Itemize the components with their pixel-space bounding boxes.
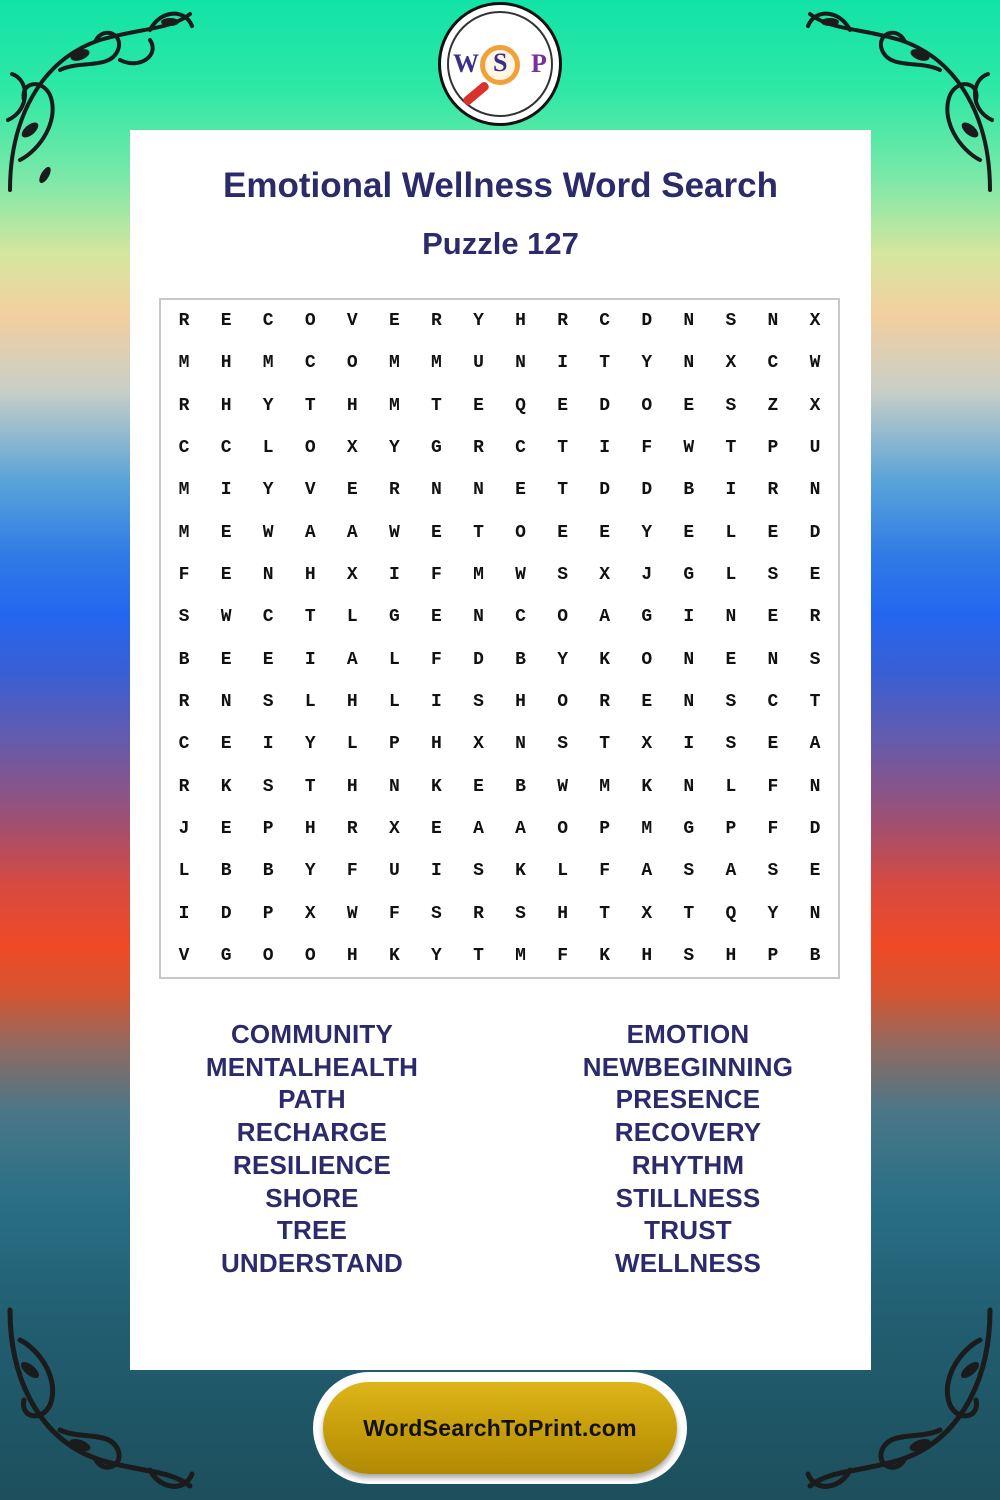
grid-cell: R [473, 903, 484, 924]
grid-cell: C [304, 353, 316, 374]
grid-cell: E [641, 691, 653, 712]
grid-cell: L [262, 438, 274, 459]
grid-cell: V [346, 311, 358, 332]
grid-cell: N [473, 607, 484, 628]
grid-cell: I [431, 691, 442, 712]
grid-cell: F [388, 903, 400, 924]
grid-cell: M [388, 395, 400, 416]
grid-cell: U [388, 861, 400, 882]
grid-cell: X [346, 438, 358, 459]
grid-cell: R [809, 607, 821, 628]
grid-cell: Y [262, 395, 274, 416]
grid-cell: W [262, 522, 274, 543]
grid-cell: I [262, 734, 274, 755]
word-list-item: MENTALHEALTH [205, 1051, 419, 1082]
grid-cell: T [304, 776, 316, 797]
grid-cell: R [431, 311, 442, 332]
logo-letter-w: W [453, 49, 479, 78]
grid-cell: B [809, 945, 821, 966]
grid-cell: G [388, 607, 400, 628]
grid-cell: R [388, 480, 400, 501]
grid-cell: H [557, 903, 568, 924]
grid-cell: C [178, 438, 190, 459]
grid-cell: O [262, 945, 274, 966]
grid-cell: D [809, 818, 821, 839]
grid-cell: S [473, 691, 484, 712]
grid-cell: E [431, 522, 442, 543]
grid-cell: L [346, 734, 358, 755]
grid-cell: S [431, 903, 442, 924]
grid-cell: C [178, 734, 190, 755]
grid-cell: H [725, 945, 737, 966]
grid-cell: D [641, 480, 653, 501]
grid-cell: B [515, 776, 526, 797]
grid-cell: D [641, 311, 653, 332]
word-list-item: TRUST [644, 1215, 732, 1246]
grid-cell: E [473, 776, 484, 797]
grid-cell: E [262, 649, 274, 670]
grid-cell: M [178, 522, 190, 543]
grid-cell: E [515, 480, 526, 501]
grid-cell: L [388, 649, 400, 670]
grid-cell: N [431, 480, 442, 501]
grid-cell: R [557, 311, 568, 332]
grid-cell: N [809, 480, 821, 501]
grid-cell: X [725, 353, 737, 374]
grid-cell: H [641, 945, 653, 966]
grid-cell: K [599, 945, 611, 966]
grid-cell: X [809, 311, 821, 332]
grid-cell: E [767, 522, 779, 543]
word-list-item: NEWBEGINNING [582, 1051, 794, 1082]
grid-cell: S [725, 395, 737, 416]
word-list-item: TREE [276, 1215, 348, 1246]
grid-cell: T [473, 522, 484, 543]
grid-cell: M [388, 353, 400, 374]
grid-cell: R [473, 438, 484, 459]
grid-cell: G [683, 565, 695, 586]
grid-cell: Y [767, 903, 779, 924]
grid-cell: D [220, 903, 232, 924]
grid-cell: E [473, 395, 484, 416]
grid-cell: T [304, 607, 316, 628]
word-list-item: RECOVERY [614, 1117, 762, 1148]
grid-cell: S [473, 861, 484, 882]
grid-cell: X [599, 565, 611, 586]
grid-cell: N [767, 649, 779, 670]
grid-cell: O [557, 691, 568, 712]
grid-cell: F [431, 565, 442, 586]
grid-cell: C [599, 311, 611, 332]
grid-cell: R [599, 691, 611, 712]
grid-cell: M [262, 353, 274, 374]
grid-cell: O [641, 649, 653, 670]
grid-cell: L [178, 861, 190, 882]
grid-cell: M [178, 353, 190, 374]
grid-cell: X [388, 818, 400, 839]
grid-cell: U [809, 438, 821, 459]
grid-cell: S [683, 861, 695, 882]
grid-cell: T [304, 395, 316, 416]
grid-cell: C [262, 607, 274, 628]
grid-cell: E [346, 480, 358, 501]
grid-cell: N [262, 565, 274, 586]
grid-cell: J [641, 565, 653, 586]
grid-cell: I [388, 565, 400, 586]
grid-cell: B [220, 861, 232, 882]
grid-cell: K [220, 776, 232, 797]
grid-cell: K [641, 776, 653, 797]
grid-cell: R [767, 480, 779, 501]
grid-cell: E [767, 607, 779, 628]
grid-cell: L [725, 776, 737, 797]
grid-cell: N [809, 776, 821, 797]
word-list-item: UNDERSTAND [220, 1247, 404, 1278]
grid-cell: P [767, 945, 779, 966]
letter-grid [159, 298, 840, 979]
grid-cell: O [346, 353, 358, 374]
grid-cell: C [767, 353, 779, 374]
grid-cell: K [599, 649, 611, 670]
grid-cell: V [178, 945, 190, 966]
grid-cell: R [178, 395, 190, 416]
grid-cell: F [767, 776, 779, 797]
grid-cell: F [767, 818, 779, 839]
grid-cell: J [178, 818, 190, 839]
grid-cell: I [304, 649, 316, 670]
wsp-logo [438, 2, 562, 126]
grid-cell: N [767, 311, 779, 332]
grid-cell: A [641, 861, 653, 882]
grid-cell: K [431, 776, 442, 797]
word-list-item: WELLNESS [614, 1247, 762, 1278]
grid-cell: X [641, 903, 653, 924]
grid-cell: P [388, 734, 400, 755]
grid-cell: E [767, 734, 779, 755]
grid-cell: T [725, 438, 737, 459]
site-link[interactable]: WordSearchToPrint.com [363, 1414, 637, 1441]
grid-cell: E [557, 395, 568, 416]
grid-cell: N [473, 480, 484, 501]
grid-cell: G [431, 438, 442, 459]
footer-banner[interactable] [323, 1382, 677, 1474]
grid-cell: M [178, 480, 190, 501]
grid-cell: C [767, 691, 779, 712]
grid-cell: Y [304, 734, 316, 755]
grid-cell: S [725, 311, 737, 332]
grid-cell: H [346, 776, 358, 797]
grid-cell: S [725, 691, 737, 712]
grid-cell: F [599, 861, 611, 882]
grid-cell: S [515, 903, 526, 924]
grid-cell: N [683, 311, 695, 332]
word-list-item: RHYTHM [631, 1149, 745, 1180]
grid-cell: W [557, 776, 568, 797]
grid-cell: N [683, 776, 695, 797]
grid-cell: L [725, 565, 737, 586]
grid-cell: T [557, 480, 568, 501]
grid-cell: W [683, 438, 695, 459]
grid-cell: D [599, 395, 611, 416]
puzzle-panel [130, 130, 871, 1370]
grid-cell: W [809, 353, 821, 374]
grid-cell: P [767, 438, 779, 459]
grid-cell: W [388, 522, 400, 543]
grid-cell: I [683, 734, 695, 755]
grid-cell: E [599, 522, 611, 543]
grid-cell: B [262, 861, 274, 882]
grid-cell: H [431, 734, 442, 755]
grid-cell: A [725, 861, 737, 882]
grid-cell: N [809, 903, 821, 924]
grid-cell: O [304, 945, 316, 966]
grid-cell: A [809, 734, 821, 755]
grid-cell: M [641, 818, 653, 839]
grid-cell: B [515, 649, 526, 670]
grid-cell: Y [304, 861, 316, 882]
grid-cell: M [473, 565, 484, 586]
grid-cell: P [725, 818, 737, 839]
word-list-item: RESILIENCE [232, 1149, 392, 1180]
grid-cell: Y [431, 945, 442, 966]
grid-cell: O [557, 818, 568, 839]
grid-cell: Y [473, 311, 484, 332]
grid-cell: H [346, 395, 358, 416]
grid-cell: S [178, 607, 190, 628]
word-list-item: PATH [278, 1084, 346, 1115]
grid-cell: P [262, 818, 274, 839]
grid-cell: S [767, 565, 779, 586]
grid-cell: S [557, 734, 568, 755]
grid-cell: A [346, 649, 358, 670]
grid-cell: S [809, 649, 821, 670]
word-list-left [132, 1018, 492, 1280]
grid-cell: L [557, 861, 568, 882]
grid-cell: E [220, 565, 232, 586]
word-list-item: RECHARGE [236, 1117, 388, 1148]
grid-cell: E [431, 607, 442, 628]
grid-cell: T [809, 691, 821, 712]
grid-cell: L [388, 691, 400, 712]
grid-cell: L [346, 607, 358, 628]
word-list-item: COMMUNITY [230, 1019, 394, 1049]
grid-cell: C [515, 607, 526, 628]
grid-cell: O [304, 311, 316, 332]
grid-cell: S [683, 945, 695, 966]
grid-cell: E [220, 522, 232, 543]
grid-cell: G [683, 818, 695, 839]
grid-cell: T [599, 734, 611, 755]
grid-cell: E [809, 861, 821, 882]
word-list-right [508, 1018, 868, 1280]
grid-cell: I [431, 861, 442, 882]
grid-cell: H [515, 691, 526, 712]
grid-cell: B [683, 480, 695, 501]
grid-cell: D [473, 649, 484, 670]
grid-cell: Y [641, 522, 653, 543]
grid-cell: H [346, 691, 358, 712]
grid-cell: H [515, 311, 526, 332]
grid-cell: Q [725, 903, 737, 924]
grid-cell: S [557, 565, 568, 586]
grid-cell: O [304, 438, 316, 459]
grid-cell: X [809, 395, 821, 416]
grid-cell: O [641, 395, 653, 416]
word-list-item: SHORE [265, 1182, 359, 1213]
grid-cell: Y [262, 480, 274, 501]
grid-cell: R [178, 691, 190, 712]
grid-cell: W [515, 565, 526, 586]
grid-cell: D [809, 522, 821, 543]
grid-cell: Y [557, 649, 568, 670]
grid-cell: N [515, 734, 526, 755]
grid-cell: L [725, 522, 737, 543]
grid-cell: N [220, 691, 232, 712]
grid-cell: F [346, 861, 358, 882]
grid-cell: C [515, 438, 526, 459]
grid-cell: T [557, 438, 568, 459]
grid-cell: S [725, 734, 737, 755]
grid-cell: N [725, 607, 737, 628]
grid-cell: N [683, 649, 695, 670]
grid-cell: E [220, 818, 232, 839]
grid-cell: H [304, 565, 316, 586]
grid-cell: E [725, 649, 737, 670]
grid-cell: I [557, 353, 568, 374]
grid-cell: P [599, 818, 611, 839]
grid-cell: G [220, 945, 232, 966]
grid-cell: T [599, 353, 611, 374]
grid-cell: F [178, 565, 190, 586]
grid-cell: K [515, 861, 526, 882]
grid-cell: E [431, 818, 442, 839]
logo-letter-p: P [531, 49, 547, 78]
grid-cell: Q [515, 395, 526, 416]
grid-cell: T [599, 903, 611, 924]
grid-cell: C [220, 438, 232, 459]
grid-cell: R [178, 776, 190, 797]
puzzle-number: Puzzle 127 [422, 226, 579, 261]
logo-letter-s: S [493, 48, 508, 77]
grid-cell: E [388, 311, 400, 332]
grid-cell: T [683, 903, 695, 924]
grid-cell: S [262, 776, 274, 797]
grid-cell: F [431, 649, 442, 670]
grid-cell: F [557, 945, 568, 966]
grid-cell: N [388, 776, 400, 797]
grid-cell: A [346, 522, 358, 543]
word-list-item: PRESENCE [615, 1084, 761, 1115]
grid-cell: Z [767, 395, 779, 416]
grid-cell: E [683, 395, 695, 416]
grid-cell: N [683, 691, 695, 712]
grid-cell: S [767, 861, 779, 882]
grid-cell: P [262, 903, 274, 924]
grid-cell: H [304, 818, 316, 839]
grid-cell: U [473, 353, 484, 374]
grid-cell: M [599, 776, 611, 797]
grid-cell: H [220, 353, 232, 374]
grid-cell: I [220, 480, 232, 501]
grid-cell: R [346, 818, 358, 839]
grid-cell: M [515, 945, 526, 966]
grid-cell: X [473, 734, 484, 755]
grid-cell: E [683, 522, 695, 543]
page-title: Emotional Wellness Word Search [223, 166, 778, 205]
grid-cell: V [304, 480, 316, 501]
grid-cell: X [346, 565, 358, 586]
grid-cell: B [178, 649, 190, 670]
grid-cell: D [599, 480, 611, 501]
grid-cell: A [473, 818, 484, 839]
grid-cell: I [725, 480, 737, 501]
grid-cell: E [220, 311, 232, 332]
grid-cell: T [431, 395, 442, 416]
grid-cell: O [515, 522, 526, 543]
grid-cell: L [304, 691, 316, 712]
grid-cell: X [304, 903, 316, 924]
grid-cell: F [641, 438, 653, 459]
grid-cell: Y [388, 438, 400, 459]
grid-cell: E [220, 734, 232, 755]
grid-cell: G [641, 607, 653, 628]
word-list-item: STILLNESS [615, 1182, 761, 1213]
grid-cell: O [557, 607, 568, 628]
grid-cell: E [557, 522, 568, 543]
grid-cell: A [599, 607, 611, 628]
grid-cell: H [346, 945, 358, 966]
grid-cell: R [178, 311, 190, 332]
grid-cell: N [683, 353, 695, 374]
grid-cell: X [641, 734, 653, 755]
grid-cell: A [515, 818, 526, 839]
grid-cell: T [473, 945, 484, 966]
grid-cell: E [220, 649, 232, 670]
grid-cell: M [431, 353, 442, 374]
grid-cell: E [809, 565, 821, 586]
grid-cell: I [599, 438, 611, 459]
grid-cell: K [388, 945, 400, 966]
word-list-item: EMOTION [626, 1019, 750, 1049]
grid-cell: H [220, 395, 232, 416]
grid-cell: I [178, 903, 190, 924]
grid-cell: W [220, 607, 232, 628]
grid-cell: C [262, 311, 274, 332]
grid-cell: S [262, 691, 274, 712]
grid-cell: I [683, 607, 695, 628]
grid-cell: N [515, 353, 526, 374]
grid-cell: W [346, 903, 358, 924]
grid-cell: A [304, 522, 316, 543]
grid-cell: Y [641, 353, 653, 374]
